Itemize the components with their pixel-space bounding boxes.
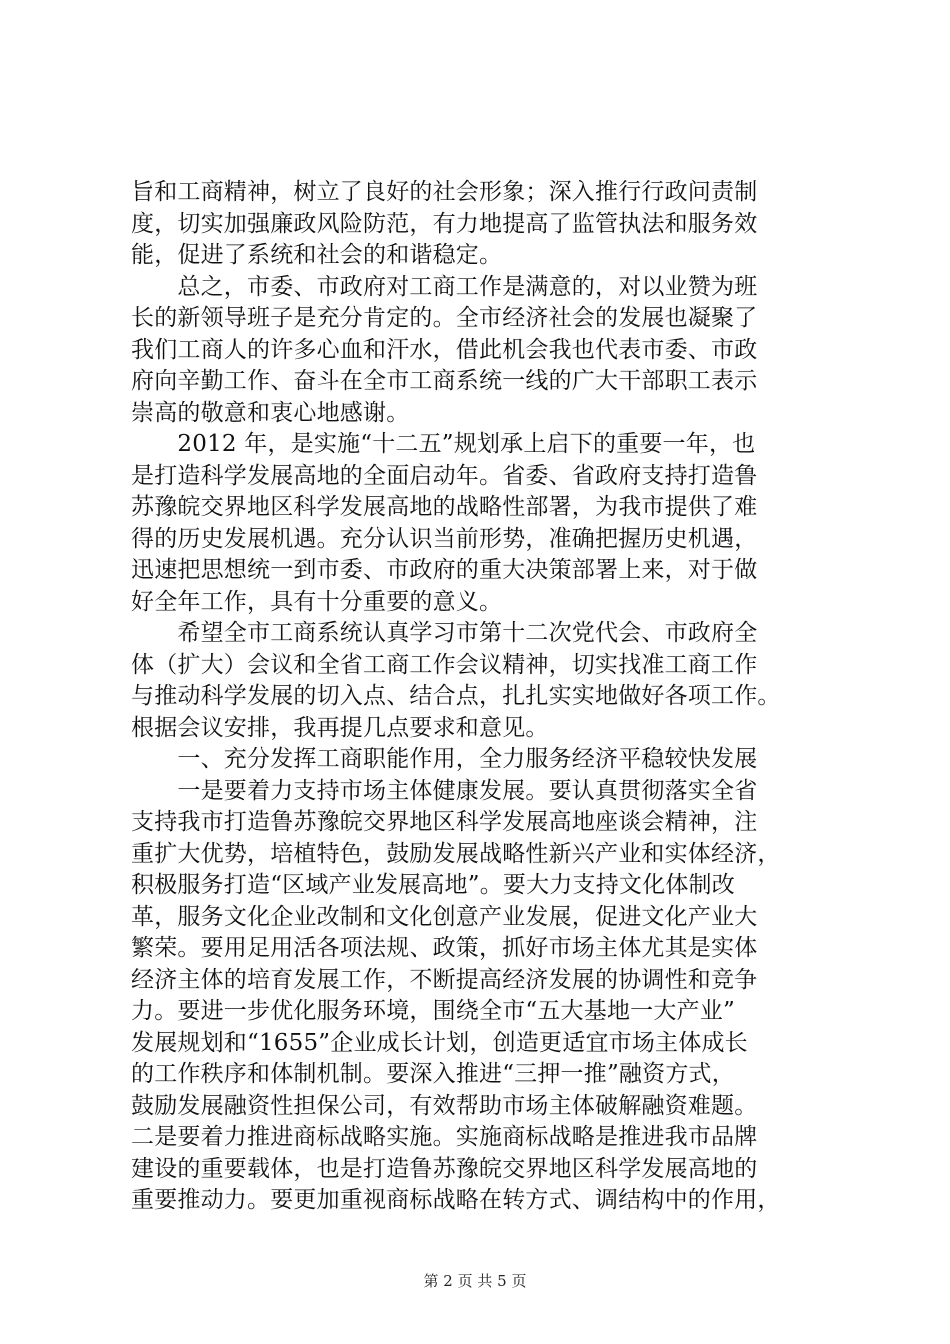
text-line: 2012 年，是实施“十二五”规划承上启下的重要一年，也 [131, 431, 756, 457]
text-line: 经济主体的培育发展工作，不断提高经济发展的协调性和竞争 [131, 966, 758, 993]
text-line: 希望全市工商系统认真学习市第十二次党代会、市政府全 [131, 620, 758, 646]
text-line: 度，切实加强廉政风险防范，有力地提高了监管执法和服务效 [131, 210, 758, 237]
text-line: 繁荣。要用足用活各项法规、政策，抓好市场主体尤其是实体 [131, 935, 758, 961]
text-line: 好全年工作，具有十分重要的意义。 [131, 588, 503, 615]
text-line: 鼓励发展融资性担保公司，有效帮助市场主体破解融资难题。 [131, 1092, 758, 1119]
text-line: 长的新领导班子是充分肯定的。全市经济社会的发展也凝聚了 [131, 305, 758, 331]
text-line: 能，促进了系统和社会的和谐稳定。 [131, 242, 503, 268]
page-number: 第 2 页 共 5 页 [423, 1272, 527, 1290]
text-line: 重扩大优势，培植特色，鼓励发展战略性新兴产业和实体经济， [131, 840, 781, 867]
text-line: 旨和工商精神，树立了良好的社会形象；深入推行行政问责制 [131, 179, 758, 205]
text-line: 迅速把思想统一到市委、市政府的重大决策部署上来，对于做 [131, 557, 758, 583]
text-line: 是打造科学发展高地的全面启动年。省委、省政府支持打造鲁 [131, 462, 758, 489]
text-line: 重要推动力。要更加重视商标战略在转方式、调结构中的作用， [131, 1187, 781, 1213]
text-line: 苏豫皖交界地区科学发展高地的战略性部署，为我市提供了难 [131, 494, 758, 520]
text-line: 我们工商人的许多心血和汗水，借此机会我也代表市委、市政 [131, 336, 758, 363]
document-body [131, 177, 831, 1217]
page-footer [0, 1271, 950, 1291]
text-line: 二是要着力推进商标战略实施。实施商标战略是推进我市品牌 [131, 1124, 758, 1150]
text-line: 力。要进一步优化服务环境，围绕全市“五大基地一大产业” [131, 998, 735, 1024]
text-line: 与推动科学发展的切入点、结合点，扎扎实实地做好各项工作。 [131, 683, 781, 709]
text-line: 的工作秩序和体制机制。要深入推进“三押一推”融资方式， [131, 1061, 735, 1087]
text-line: 建设的重要载体，也是打造鲁苏豫皖交界地区科学发展高地的 [131, 1155, 758, 1182]
text-line: 府向辛勤工作、奋斗在全市工商系统一线的广大干部职工表示 [131, 368, 758, 394]
text-line: 革，服务文化企业改制和文化创意产业发展，促进文化产业大 [131, 903, 758, 930]
text-line: 崇高的敬意和衷心地感谢。 [131, 399, 410, 426]
text-line: 得的历史发展机遇。充分认识当前形势，准确把握历史机遇， [131, 525, 758, 552]
text-line: 总之，市委、市政府对工商工作是满意的，对以业赞为班 [131, 273, 758, 300]
text-line: 体（扩大）会议和全省工商工作会议精神，切实找准工商工作 [131, 651, 758, 678]
text-line: 发展规划和“1655”企业成长计划，创造更适宜市场主体成长 [131, 1029, 748, 1056]
text-line: 一是要着力支持市场主体健康发展。要认真贯彻落实全省 [131, 777, 758, 804]
section-heading: 一、充分发挥工商职能作用，全力服务经济平稳较快发展 [131, 746, 758, 772]
text-line: 支持我市打造鲁苏豫皖交界地区科学发展高地座谈会精神，注 [131, 809, 758, 835]
text-line: 积极服务打造“区域产业发展高地”。要大力支持文化体制改 [131, 872, 735, 898]
text-line: 根据会议安排，我再提几点要求和意见。 [131, 714, 549, 741]
